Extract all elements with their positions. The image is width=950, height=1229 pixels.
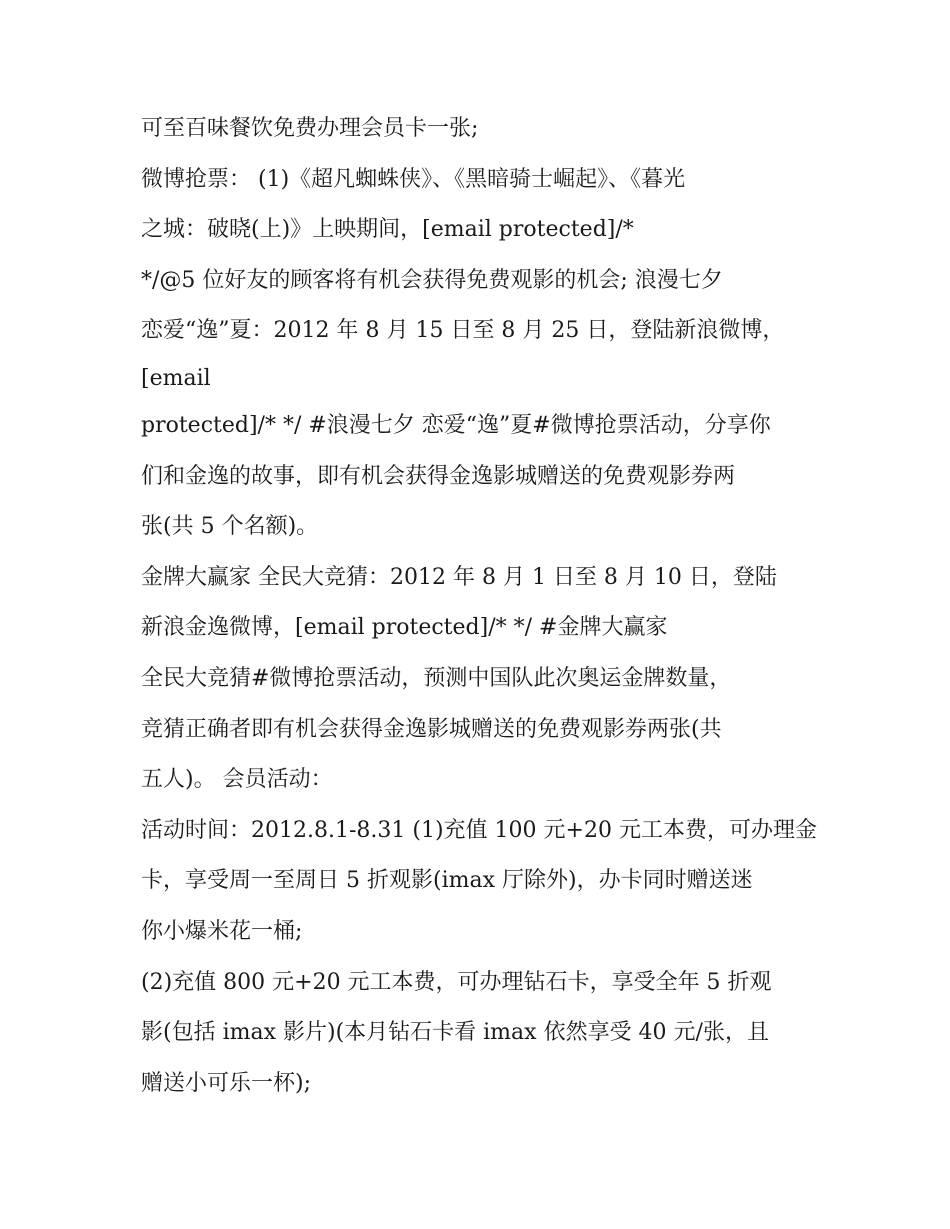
text-line: 张(共 5 个名额)。 bbox=[141, 514, 319, 540]
text-line: 你小爆米花一桶; bbox=[141, 918, 303, 944]
text-line: 五人)。 会员活动： bbox=[141, 767, 333, 793]
text-line: 竞猜正确者即有机会获得金逸影城赠送的免费观影券两张(共 bbox=[141, 716, 722, 742]
text-line: 可至百味餐饮免费办理会员卡一张; bbox=[141, 116, 479, 141]
text-line: 金牌大赢家 全民大竞猜：2012 年 8 月 1 日至 8 月 10 日，登陆 bbox=[141, 564, 777, 590]
document-body bbox=[141, 104, 821, 1109]
text-line: 新浪金逸微博，[email protected]/* */ #金牌大赢家 bbox=[141, 615, 668, 641]
text-line: 赠送小可乐一杯); bbox=[141, 1070, 311, 1096]
text-line: 全民大竞猜#微博抢票活动，预测中国队此次奥运金牌数量， bbox=[141, 665, 732, 691]
text-line: 微博抢票： (1)《超凡蜘蛛侠》、《黑暗骑士崛起》、《暮光 bbox=[141, 166, 686, 192]
text-line: */@5 位好友的顾客将有机会获得免费观影的机会; 浪漫七夕 bbox=[141, 267, 723, 293]
text-line: 活动时间：2012.8.1-8.31 (1)充值 100 元+20 元工本费，可办理金 bbox=[141, 817, 817, 843]
text-line: 卡，享受周一至周日 5 折观影(imax 厅除外)，办卡同时赠送迷 bbox=[141, 868, 753, 894]
text-line: 之城：破晓(上)》上映期间，[email protected]/* bbox=[141, 217, 634, 243]
text-line: 恋爱“逸”夏：2012 年 8 月 15 日至 8 月 25 日，登陆新浪微博， bbox=[141, 318, 785, 344]
text-line: [email bbox=[141, 365, 211, 391]
text-line: protected]/* */ #浪漫七夕 恋爱“逸”夏#微博抢票活动，分享你 bbox=[141, 412, 771, 438]
text-line: (2)充值 800 元+20 元工本费，可办理钻石卡，享受全年 5 折观 bbox=[141, 969, 772, 995]
text-line: 影(包括 imax 影片)(本月钻石卡看 imax 依然享受 40 元/张，且 bbox=[141, 1020, 769, 1046]
text-line: 们和金逸的故事，即有机会获得金逸影城赠送的免费观影券两 bbox=[141, 463, 736, 489]
